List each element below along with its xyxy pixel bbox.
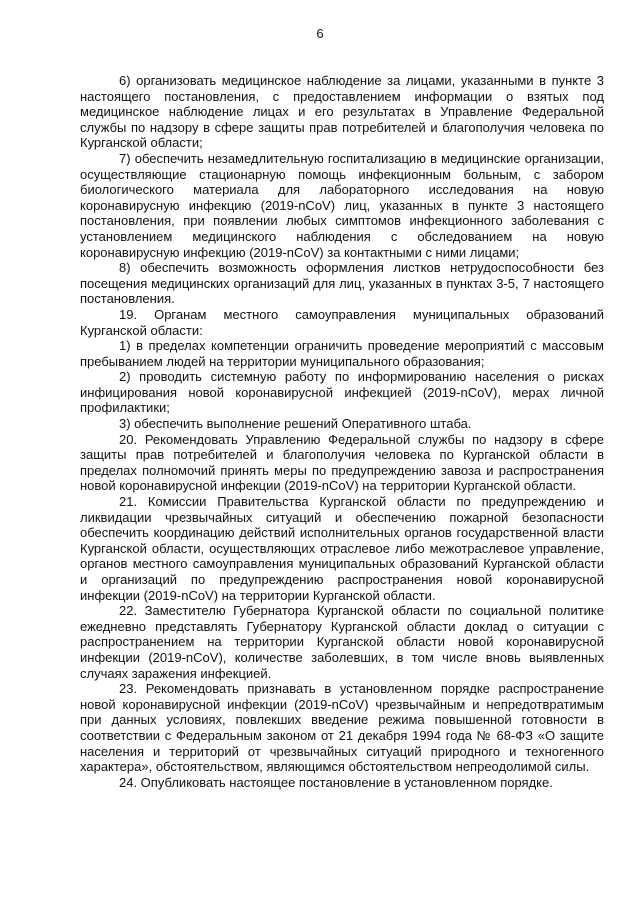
document-body — [80, 73, 604, 790]
paragraph-clause-20: 20. Рекомендовать Управлению Федеральной службы по надзору в сфере защиты прав потребителей и благополучия человека по Курганской области в пределах полномочий принять меры по предупреждению завоза и распространения новой коронавирусной инфекции (2019-nCoV) на территории Курганской области. — [80, 431, 604, 494]
paragraph-clause-24: 24. Опубликовать настоящее постановление в установленном порядке. — [119, 774, 553, 790]
paragraph-clause-19-item-1: 1) в пределах компетенции ограничить проведение мероприятий с массовым пребыванием людей на территории муниципального образования; — [80, 338, 604, 369]
paragraph-clause-23: 23. Рекомендовать признавать в установленном порядке распространение новой коронавирусной инфекции (2019-nCoV) чрезвычайным и непредотвратимым при данных условиях, повлекших введение режима повышенной готовности в соответствии с Федеральным законом от 21 декабря 1994 года № 68-ФЗ «О защите населения и территорий от чрезвычайных ситуаций природного и техногенного характера», обстоятельством, являющимся обстоятельством непреодолимой силы. — [80, 681, 604, 775]
paragraph-item-7: 7) обеспечить незамедлительную госпитализацию в медицинские организации, осуществляющие стационарную помощь инфекционным больным, с забором биологического материала для лабораторного исследования на новую коронавирусную инфекцию (2019-nCoV) лиц, указанных в пункте 3 настоящего постановления, при появлении любых симптомов инфекционного заболевания с установлением медицинского наблюдения с обследованием на новую коронавирусную инфекцию (2019-nCoV) за контактными с ними лицами; — [80, 150, 604, 260]
paragraph-clause-19-item-3: 3) обеспечить выполнение решений Оперативного штаба. — [119, 416, 472, 432]
paragraph-clause-19: 19. Органам местного самоуправления муниципальных образований Курганской области: — [80, 306, 604, 338]
paragraph-item-8: 8) обеспечить возможность оформления листков нетрудоспособности без посещения медицинских организаций для лиц, указанных в пунктах 3-5, 7 настоящего постановления. — [80, 260, 604, 307]
paragraph-clause-21: 21. Комиссии Правительства Курганской области по предупреждению и ликвидации чрезвычайных ситуаций и обеспечению пожарной безопасности обеспечить координацию действий исполнительных органов государственной власти Курганской области, осуществляющих отраслевое либо межотраслевое управление, органов местного самоуправления муниципальных образований Курганской области и организаций по предупреждению распространения новой коронавирусной инфекции (2019-nCoV) на территории Курганской области. — [80, 494, 604, 603]
paragraph-item-6: 6) организовать медицинское наблюдение за лицами, указанными в пункте 3 настоящего постановления, с предоставлением информации о взятых под медицинское наблюдение лицах и его результатах в Управление Федеральной службы по надзору в сфере защиты прав потребителей и благополучия человека по Курганской области; — [80, 73, 604, 151]
paragraph-clause-22: 22. Заместителю Губернатора Курганской области по социальной политике ежедневно представлять Губернатору Курганской области доклад о ситуации с распространением на территории Курганской области новой коронавирусной инфекции (2019-nCoV), количестве заболевших, в том числе вновь выявленных случаях заражения инфекцией. — [80, 603, 604, 681]
paragraph-clause-19-item-2: 2) проводить системную работу по информированию населения о рисках инфицирования новой коронавирусной инфекцией (2019-nCoV), мерах личной профилактики; — [80, 369, 604, 416]
page-number: 6 — [316, 26, 324, 41]
